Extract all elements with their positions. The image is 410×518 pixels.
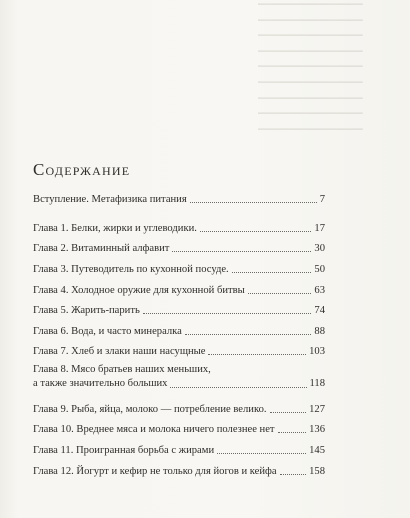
toc-entry-page: 74 bbox=[314, 305, 325, 316]
toc-entry[interactable] bbox=[33, 242, 325, 255]
toc-entry-page: 118 bbox=[309, 378, 325, 389]
toc-leader-dots bbox=[270, 411, 307, 413]
toc-entry-page: 7 bbox=[319, 194, 325, 205]
toc-entry[interactable] bbox=[33, 345, 325, 358]
toc-entry-page: 145 bbox=[309, 445, 325, 456]
toc-entry[interactable] bbox=[33, 222, 325, 235]
toc-entry-label-line2: а также значительно больших bbox=[33, 378, 168, 389]
toc-leader-dots bbox=[200, 230, 311, 232]
toc-entry[interactable] bbox=[33, 444, 325, 457]
toc-entry[interactable] bbox=[33, 423, 325, 436]
toc-entry-label: Вступление. Метафизика питания bbox=[33, 194, 187, 205]
toc-entry-label: Глава 2. Витаминный алфавит bbox=[33, 243, 170, 254]
toc-entry[interactable] bbox=[33, 263, 325, 276]
toc-entry-page: 30 bbox=[314, 243, 325, 254]
toc-entry-label: Глава 12. Йогурт и кефир не только для йогов и кейфа bbox=[33, 466, 277, 477]
toc-entry[interactable] bbox=[33, 465, 325, 478]
toc-entry-label: Глава 6. Вода, и часто минералка bbox=[33, 326, 182, 337]
toc-leader-dots bbox=[248, 292, 312, 294]
toc-entry-label: Глава 11. Проигранная борьба с жирами bbox=[33, 445, 215, 456]
toc-leader-dots bbox=[185, 333, 312, 335]
show-through-text: ▔▔▔▔▔▔▔▔▔▔▔▔▔▔▔▔▔ ▔▔▔▔▔▔▔▔▔▔▔▔▔▔▔▔▔ ▔▔▔▔▔▔▔▔▔▔▔▔▔▔▔▔▔ ▔▔▔▔▔▔▔▔▔▔▔▔▔▔▔▔▔ ▔▔▔▔▔▔▔▔▔▔▔▔▔▔▔▔▔ ▔▔▔▔▔▔▔▔▔▔▔▔▔▔▔▔▔ ▔▔▔▔▔▔▔▔▔▔▔▔▔▔▔▔▔ ▔▔▔▔▔▔▔▔▔▔▔▔▔▔▔▔▔ ▔▔▔▔▔▔▔▔▔▔▔▔▔▔▔▔▔ bbox=[258, 4, 363, 138]
toc-entry[interactable] bbox=[33, 325, 325, 338]
toc-leader-dots bbox=[278, 431, 307, 433]
toc-leader-dots bbox=[208, 353, 306, 355]
toc-entry-label: Глава 5. Жарить-парить bbox=[33, 305, 140, 316]
toc-entry-page: 158 bbox=[309, 466, 325, 477]
toc-leader-dots bbox=[232, 271, 312, 273]
toc-entry-page: 136 bbox=[309, 424, 325, 435]
toc-entry[interactable] bbox=[33, 363, 325, 391]
toc-entry-page: 63 bbox=[314, 285, 325, 296]
toc-entry-page: 17 bbox=[314, 223, 325, 234]
toc-entry[interactable] bbox=[33, 304, 325, 317]
toc-entry-page: 103 bbox=[309, 346, 325, 357]
toc-entry-page: 50 bbox=[314, 264, 325, 275]
toc-leader-dots bbox=[170, 386, 306, 388]
toc-leader-dots bbox=[172, 250, 311, 252]
toc-entry-page: 88 bbox=[314, 326, 325, 337]
toc-entry[interactable] bbox=[33, 193, 325, 206]
toc-leader-dots bbox=[280, 473, 306, 475]
toc-entry-label: Глава 1. Белки, жирки и углеводики. bbox=[33, 223, 197, 234]
toc-entry-label: Глава 3. Путеводитель по кухонной посуде. bbox=[33, 264, 229, 275]
toc-leader-dots bbox=[143, 312, 312, 314]
toc-entry-label: Глава 4. Холодное оружие для кухонной битвы bbox=[33, 285, 245, 296]
toc-leader-dots bbox=[190, 201, 317, 203]
toc-entry-label-line1: Глава 8. Мясо братьев наших меньших, bbox=[33, 364, 211, 375]
toc-leader-dots bbox=[217, 452, 306, 454]
toc-entry[interactable] bbox=[33, 403, 325, 416]
page-title: Содержание bbox=[33, 160, 131, 179]
toc-entry-page: 127 bbox=[309, 404, 325, 415]
toc-entry-label: Глава 10. Вреднее мяса и молока ничего полезнее нет bbox=[33, 424, 275, 435]
toc-entry-label: Глава 9. Рыба, яйца, молоко — потребление велико. bbox=[33, 404, 267, 415]
toc-entry[interactable] bbox=[33, 284, 325, 297]
toc-entry-label: Глава 7. Хлеб и злаки наши насущные bbox=[33, 346, 206, 357]
